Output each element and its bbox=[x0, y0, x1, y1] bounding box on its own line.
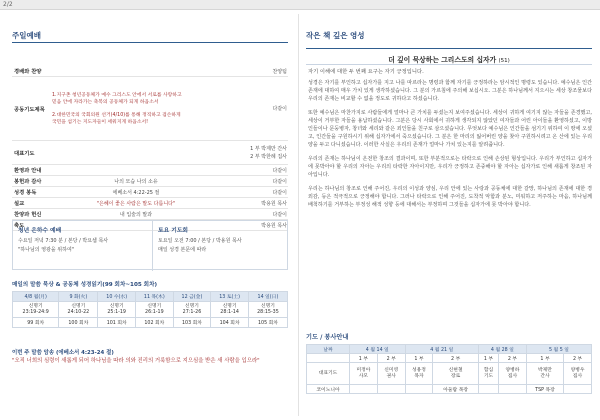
schedule-header-week: 4 월 14 일 bbox=[350, 345, 406, 354]
column-paragraph: 우리는 하나님의 창조로 인해 주어진, 우리의 이성과 양심, 우리 안에 있는 사랑과 공동체에 대한 갈망, 하나님의 존재에 대한 경외감, 등은 적극적으로 긍정해야 합니다. 그러나 타락으로 인해 주어진, 도착적 악함과 분노, 미워하고 저주하는 마음, 하나님께 배척하기를 거부하는 부정성 해적 성향 등에 대해서는 부정하며 그것들을 십자가에 못 박아야 합니다. bbox=[308, 186, 592, 208]
service-row-content bbox=[52, 92, 220, 126]
reading-round: 102 회차 bbox=[136, 318, 174, 328]
order-of-service bbox=[12, 66, 288, 231]
reading-passage bbox=[211, 302, 249, 318]
service-row-label: 공동기도제목 bbox=[14, 106, 45, 113]
reading-round: 104 회차 bbox=[211, 318, 249, 328]
schedule-name bbox=[478, 363, 498, 385]
service-row bbox=[12, 176, 288, 187]
service-row-leader: 다같이 bbox=[272, 189, 287, 196]
reading-plan-table bbox=[12, 291, 288, 328]
schedule-name-line: 목자 bbox=[414, 373, 424, 379]
schedule-name-line: 집사 bbox=[572, 373, 583, 379]
schedule-koinonia bbox=[478, 385, 498, 394]
reading-range: 25:1-19 bbox=[107, 309, 126, 315]
reading-book: 신명기 bbox=[71, 303, 86, 309]
column-paragraph: 성경은 자기를 부인하고 십자가를 지고 나를 따르라는 명령과 함께 자기를 긍정하라는 암시적인 명령도 있습니다. 예수님은 인간존재에 대하여 매우 가치 있게 생각하셨습니다. 그 분의 가르침에 주의해 보십시오. 그분은 하나님께서 지으시는 세상 창조물보다 우리의 존재는 비교할 수 없을 정도로 귀하다고 하셨습니다. bbox=[308, 80, 592, 102]
service-row-content: 나의 모습 나의 소유 bbox=[114, 178, 158, 185]
column-rule-mid bbox=[306, 64, 592, 65]
schedule-subheader: 2 부 bbox=[564, 354, 592, 363]
reading-book: 신명기 bbox=[261, 303, 275, 309]
saturday-prayer-info: 토요일 오전 7:00 / 본당 / 박용원 목사 bbox=[158, 238, 242, 244]
service-row-label: 경배와 찬양 bbox=[14, 69, 42, 75]
service-row bbox=[12, 187, 288, 198]
reading-passage bbox=[248, 302, 287, 318]
schedule-name bbox=[405, 363, 433, 385]
service-row-leader: 찬양팀 bbox=[272, 68, 287, 75]
schedule-name-line: 기도 bbox=[483, 373, 494, 379]
service-row bbox=[12, 198, 288, 209]
reading-book: 신명기 bbox=[222, 303, 237, 309]
service-row-content: 내 입술의 말과 bbox=[119, 211, 153, 218]
schedule-name-line: 신현철 bbox=[448, 367, 463, 373]
service-row-label: 찬양과 헌신 bbox=[14, 212, 42, 218]
reading-book: 신명기 bbox=[185, 303, 199, 309]
reading-date: 13 토(土) bbox=[211, 292, 249, 302]
service-row bbox=[12, 141, 288, 165]
service-row-leader: 박용원 목사 bbox=[261, 200, 287, 207]
schedule-name bbox=[377, 363, 405, 385]
memory-verse-text: "오직 너희의 심령이 새롭게 되어 하나님을 따라 의와 진리의 거룩함으로 지으심을 받은 새 사람을 입으라" bbox=[12, 358, 260, 364]
reading-passage bbox=[98, 302, 136, 318]
service-row bbox=[12, 77, 288, 141]
schedule-name-line: 미정아 bbox=[356, 367, 371, 373]
schedule-name-line: 신미영 bbox=[384, 367, 399, 373]
leader-line: 1 부 박제만 간사 bbox=[250, 145, 287, 152]
reading-date: 14 일(日) bbox=[248, 292, 287, 302]
saturday-prayer-note: 매일 성경 본문에 따라 bbox=[158, 247, 207, 253]
schedule-name-line: 집사 bbox=[507, 373, 518, 379]
saturday-prayer-title: 토요 기도회 bbox=[158, 228, 189, 234]
bulletin-left-page bbox=[4, 14, 296, 416]
reading-range: 28:1-14 bbox=[220, 309, 239, 315]
schedule-koinonia bbox=[350, 385, 378, 394]
schedule-name-line: 양병하 bbox=[505, 367, 520, 373]
prayer-line: 믿음 안에 자라가는 축복의 공동체가 되게 하옵소서 bbox=[52, 99, 159, 105]
reading-passage bbox=[136, 302, 174, 318]
youth-service-column bbox=[13, 221, 153, 271]
schedule-header-week: 5 월 5 일 bbox=[526, 345, 591, 354]
column-paragraph: 우리의 존재는 하나님이 온전한 창조의 결과이며, 또한 부분적으로는 타락으로 인해 손상된 형상입니다. 우리가 부인하고 십자가에 못박아야 할 우리의 자아는 우리의 타락한 자아이지만, 우리가 긍정하고 존중해야 할 자아는 십자가로 인해 새롭게 창조된 자아입니다. bbox=[308, 156, 592, 178]
schedule-name bbox=[433, 363, 479, 385]
schedule-name-line: 사모 bbox=[358, 373, 369, 379]
service-row bbox=[12, 66, 288, 77]
schedule-name-line: 간사 bbox=[540, 373, 550, 379]
schedule-subheader: 2 부 bbox=[433, 354, 479, 363]
schedule-header-week: 4 월 28 일 bbox=[478, 345, 526, 354]
prayer-line: 1.지구촌 청년공동체가 예수 그리스도 안에서 서로를 사랑하고 bbox=[52, 92, 182, 98]
prayer-line: 2.대한민국의 국회의원 선거(4/10)를 통해 정직하고 겸손하게 bbox=[52, 112, 181, 118]
service-row-label: 봉헌과 감사 bbox=[14, 179, 42, 185]
schedule-header-date: 날짜 bbox=[307, 345, 350, 354]
schedule-subheader: 1 부 bbox=[526, 354, 563, 363]
service-row-content: "은혜이 좋은 사람은 말도 다릅니다" bbox=[96, 200, 176, 207]
schedule-subheader: 2 부 bbox=[377, 354, 405, 363]
schedule-koinonia bbox=[564, 385, 592, 394]
reading-date: 10 수(水) bbox=[98, 292, 136, 302]
reading-passage bbox=[13, 302, 59, 318]
column-rule-top bbox=[306, 48, 592, 49]
reading-passage bbox=[173, 302, 211, 318]
service-row-leader: 다같이 bbox=[272, 167, 287, 174]
reading-range: 23:19-24:9 bbox=[22, 309, 49, 315]
reading-range: 26:1-19 bbox=[145, 309, 164, 315]
service-row-label: 축도 bbox=[14, 223, 25, 229]
schedule-subheader: 1 부 bbox=[478, 354, 498, 363]
reading-passage bbox=[59, 302, 98, 318]
service-schedule-table bbox=[306, 344, 592, 394]
column-paragraph: 또한 예수님은 마찬가지로 사람들에게 얼마나 큰 가치를 두셨는지 보여주셨습니다. 세상이 귀하게 여기지 않는 자들을 존경했고, 세상이 거부한 자들을 용납하셨습니다. 그분은 당시 사회에서 귀하게 생각되지 않았던 여자들과 어린 아이들을 환영하셨고, 이방인들이나 문둥병자, 창녀와 세리와 같은 죄인들을 친구로 삼으셨습니다. 무엇보다 예수님은 인간들을 섬기기 위하여 이 땅에 오셨고, 인간들을 구원하시기 위해 십자가에서 죽으셨습니다. 그 분은 한 마리의 잃어버린 양을 찾아 구원하시려고 온 산에 있는 우리 양을 두고 다니셨습니다. 이러한 사실은 우리의 존재가 얼마나 가치 있는지를 알려줍니다. bbox=[308, 110, 592, 148]
reading-date: 4/8 월(月) bbox=[13, 292, 59, 302]
schedule-name bbox=[526, 363, 563, 385]
schedule-name-line: 양병우 bbox=[570, 367, 585, 373]
memory-verse-title: 이번 주 말씀 암송 (에베소서 4:23-24 절) bbox=[12, 350, 114, 356]
schedule-name-line: 합심 bbox=[483, 367, 494, 373]
schedule-row-label: 대표기도 bbox=[307, 363, 350, 385]
service-row-leader bbox=[220, 145, 288, 161]
reading-plan-title: 매일의 말씀 묵상 & 공동체 성경읽기(99 회차~105 회차) bbox=[12, 282, 158, 288]
service-row-label: 성경 봉독 bbox=[14, 190, 37, 196]
reading-round: 101 회차 bbox=[98, 318, 136, 328]
schedule-name-line: 박제만 bbox=[538, 367, 552, 373]
column-kicker: 작은 책 깊은 영성 bbox=[306, 31, 365, 40]
reading-date: 12 금(金) bbox=[173, 292, 211, 302]
youth-service-theme: "하나님의 영광을 위하여" bbox=[18, 247, 75, 253]
leader-line: 2 부 박한례 집사 bbox=[250, 153, 287, 160]
service-row-label: 환영과 안내 bbox=[14, 168, 42, 174]
reading-date: 9 화(火) bbox=[59, 292, 98, 302]
reading-book: 신명기 bbox=[109, 303, 124, 309]
pdf-viewer-toolbar bbox=[0, 0, 600, 10]
schedule-name-line: 성용정 bbox=[412, 367, 426, 373]
service-schedule-title: 기도 / 봉사안내 bbox=[306, 334, 349, 341]
column-title-text: 더 깊이 묵상하는 그리스도의 십자가 bbox=[388, 56, 497, 64]
schedule-koinonia: TSP 목장 bbox=[526, 385, 563, 394]
schedule-koinonia bbox=[405, 385, 433, 394]
column-body bbox=[308, 79, 592, 215]
schedule-koinonia: 아둘람 목장 bbox=[433, 385, 479, 394]
schedule-name-line: 장로 bbox=[450, 373, 461, 379]
service-row-label: 대표기도 bbox=[14, 150, 35, 157]
reading-round: 105 회차 bbox=[248, 318, 287, 328]
schedule-subheader bbox=[307, 354, 350, 363]
weekday-services-box bbox=[12, 220, 288, 270]
service-row-leader: 다같이 bbox=[272, 178, 287, 185]
reading-range: 24:10-22 bbox=[67, 309, 90, 315]
service-row bbox=[12, 165, 288, 176]
youth-service-info: 수요일 저녁 7:30 분 / 본당 / 박요셉 목사 bbox=[18, 238, 109, 244]
schedule-name bbox=[350, 363, 378, 385]
schedule-subheader: 2 부 bbox=[499, 354, 527, 363]
bulletin-right-page bbox=[302, 14, 596, 416]
reading-book: 신명기 bbox=[147, 303, 162, 309]
schedule-koinonia bbox=[377, 385, 405, 394]
reading-round: 99 회차 bbox=[13, 318, 59, 328]
title-rule bbox=[12, 42, 288, 43]
reading-book: 신명기 bbox=[28, 303, 43, 309]
schedule-subheader: 1 부 bbox=[405, 354, 433, 363]
service-row-leader: 다같이 bbox=[272, 106, 287, 112]
page-divider bbox=[298, 14, 299, 416]
reading-round: 100 회차 bbox=[59, 318, 98, 328]
column-title bbox=[306, 54, 592, 64]
schedule-row2-label: 코이노니아 bbox=[307, 385, 350, 394]
schedule-header-week: 4 월 21 일 bbox=[405, 345, 478, 354]
page-indicator: 2/2 bbox=[3, 1, 13, 8]
reading-round: 103 회차 bbox=[173, 318, 211, 328]
schedule-name bbox=[499, 363, 527, 385]
service-row-leader: 박용원 목사 bbox=[261, 222, 287, 229]
service-row bbox=[12, 209, 288, 220]
prayer-line: 국민을 섬기는 지도자들이 세워지게 하옵소서! bbox=[52, 119, 149, 125]
service-row-leader: 다같이 bbox=[272, 211, 287, 218]
schedule-subheader: 1 부 bbox=[350, 354, 378, 363]
reading-range: 28:15-35 bbox=[257, 309, 279, 315]
sunday-service-title: 주일예배 bbox=[12, 31, 41, 40]
schedule-koinonia bbox=[499, 385, 527, 394]
column-title-number: (51) bbox=[498, 58, 510, 64]
service-row-label: 설교 bbox=[14, 201, 25, 207]
schedule-name-line: 권사 bbox=[386, 373, 396, 379]
column-subtitle: 자기 이해에 대한 두 번째 요구는 자기 긍정입니다. bbox=[308, 69, 424, 75]
saturday-prayer-column bbox=[153, 221, 287, 271]
reading-range: 27:1-26 bbox=[182, 309, 202, 315]
reading-date: 11 목(木) bbox=[136, 292, 174, 302]
schedule-name bbox=[564, 363, 592, 385]
service-row-content: 에베소서 4:22-25 절 bbox=[112, 189, 160, 196]
youth-service-title: 청년 은하수 예배 bbox=[18, 228, 62, 234]
